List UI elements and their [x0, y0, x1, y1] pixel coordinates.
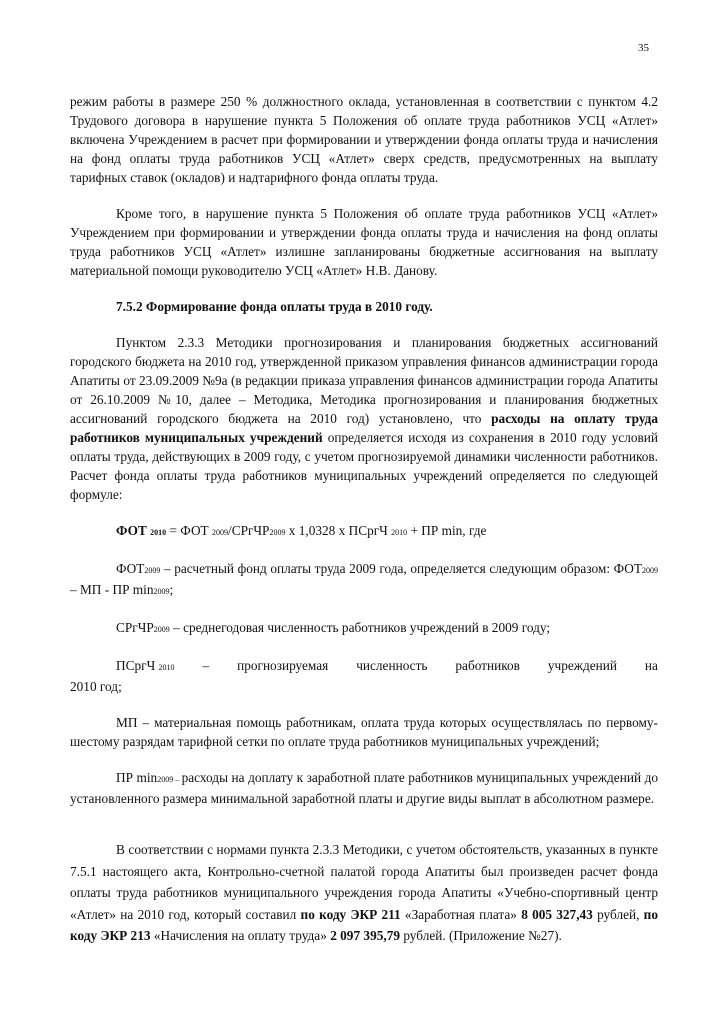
- def-text: СРгЧР: [116, 620, 154, 635]
- paragraph-work-mode: режим работы в размере 250 % должностного оклада, установленная в соответствии с пунктом 4.2 Трудового договора в нарушение пункта 5 Положения об оплате труда работников УСЦ «Атлет» включена Учреждением в расчет при формировании и утверждении фонда оплаты труда и начисления на фонд оплаты труда работников УСЦ «Атлет» сверх средств, предусмотренных на выплату тарифных ставок (окладов) и надтарифного фонда оплаты труда.: [70, 94, 658, 185]
- def-text: – среднегодовая численность работников учреждений в 2009 году;: [169, 620, 551, 635]
- formula-sub: 2010: [150, 528, 167, 537]
- formula: [70, 521, 658, 542]
- formula-part: + ПР min, где: [407, 523, 487, 538]
- def-word: [116, 656, 175, 677]
- definition-prmin: [70, 768, 658, 808]
- formula-sub: 2009: [212, 528, 228, 537]
- formula-part: = ФОТ: [166, 523, 212, 538]
- def-text: – расчетный фонд оплаты труда 2009 года, определяется следующим образом: ФОТ: [160, 561, 642, 576]
- definition-psrgch: [70, 656, 658, 696]
- definition-mp: МП – материальная помощь работникам, оплата труда которых осуществлялась по первому-шестому разрядам тарифной сетки по оплате труда работников муниципальных учреждений;: [70, 715, 658, 749]
- calc-text: рублей,: [592, 906, 644, 922]
- definition-psrgch-line: [70, 656, 658, 677]
- def-text: – МП - ПР min: [70, 582, 154, 597]
- definition-fot: [70, 559, 658, 601]
- def-word: –: [202, 658, 210, 673]
- def-sub: 2009: [153, 587, 170, 596]
- def-text: 2010 год;: [70, 679, 122, 694]
- def-text: ФОТ: [116, 561, 145, 576]
- calc-text: рублей. (Приложение №27).: [400, 928, 562, 943]
- section-heading: 7.5.2 Формирование фонда оплаты труда в 2010 году.: [116, 299, 433, 314]
- def-text: ;: [169, 582, 174, 597]
- def-text: ПР min: [116, 770, 158, 785]
- page-number: 35: [638, 42, 649, 54]
- calc-bold: по коду ЭКР 213: [70, 906, 658, 943]
- paragraph-material-aid: Кроме того, в нарушение пункта 5 Положения об оплате труда работников УСЦ «Атлет» Учреждением при формировании и утверждении фонда оплаты труда и начисления на фонд оплаты труда работников УСЦ «Атлет» излишне запланированы бюджетные ассигнования на выплату материальной помощи руководителю УСЦ «Атлет» Н.В. Данову.: [70, 206, 658, 278]
- calc-amount: 8 005 327,43: [521, 906, 593, 922]
- def-sub: 2009: [157, 775, 174, 784]
- methodology-bold-text: расходы на оплату труда работников муниципальных учреждений: [70, 411, 659, 445]
- def-sub: 2009: [153, 625, 170, 634]
- paragraph-methodology: [70, 333, 658, 504]
- formula-fot: ФОТ: [116, 523, 147, 538]
- def-sub: 2009: [144, 566, 161, 575]
- def-text: расходы на доплату к заработной плате работников муниципальных учреждений до установленного размера минимальной заработной платы и другие виды выплат в абсолютном размере.: [70, 770, 658, 806]
- formula-sub: 2010: [391, 528, 408, 537]
- paragraph-calculation: [70, 839, 658, 947]
- formula-sub: 2009: [269, 528, 286, 537]
- def-sub: 2009: [642, 566, 658, 575]
- def-word: учреждений: [547, 658, 617, 673]
- def-word: численность: [356, 658, 428, 673]
- def-sub: 2010: [158, 663, 175, 672]
- def-word: работников: [455, 658, 520, 673]
- calc-text: «Заработная плата»: [400, 906, 522, 922]
- def-word: прогнозируемая: [237, 658, 329, 673]
- def-sub: –: [173, 775, 182, 784]
- calc-text: В соответствии с нормами пункта 2.3.3 Методики, с учетом обстоятельств, указанных в пункте 7.5.1 настоящего акта, Контрольно-счетной палатой города Апатиты был произведен расчет фонда оплаты труда работников муниципального учреждения города Апатиты «Учебно-спортивный центр «Атлет» на 2010 год, который составил: [70, 842, 658, 922]
- document-body: [70, 92, 658, 947]
- formula-part: /СРгЧР: [228, 523, 270, 538]
- def-word: на: [644, 658, 658, 673]
- definition-srgchr: [70, 618, 658, 639]
- methodology-text-end: определяется исходя из сохранения в 2010 году условий оплаты труда, действующих в 2009 году, с учетом прогнозируемой динамики численности работников. Расчет фонда оплаты труда работников муниципальных учреждений определяется по следующей формуле:: [70, 430, 658, 502]
- methodology-text: Пунктом 2.3.3 Методики прогнозирования и планирования бюджетных ассигнований городского бюджета на 2010 год, утвержденной приказом управления финансов администрации города Апатиты от 23.09.2009 №9а (в редакции приказа управления финансов администрации города Апатиты от 26.10.2009 №10, далее – Методика, Методика прогнозирования и планирования бюджетных ассигнований городского бюджета на 2010 год) установлено, что: [70, 335, 658, 426]
- calc-amount: 2 097 395,79: [330, 928, 400, 943]
- calc-bold: по коду ЭКР 211: [300, 906, 401, 922]
- calc-text: «Начисления на оплату труда»: [150, 928, 331, 943]
- formula-part: х 1,0328 х ПСргЧ: [285, 523, 392, 538]
- def-text: ПСргЧ: [116, 658, 156, 673]
